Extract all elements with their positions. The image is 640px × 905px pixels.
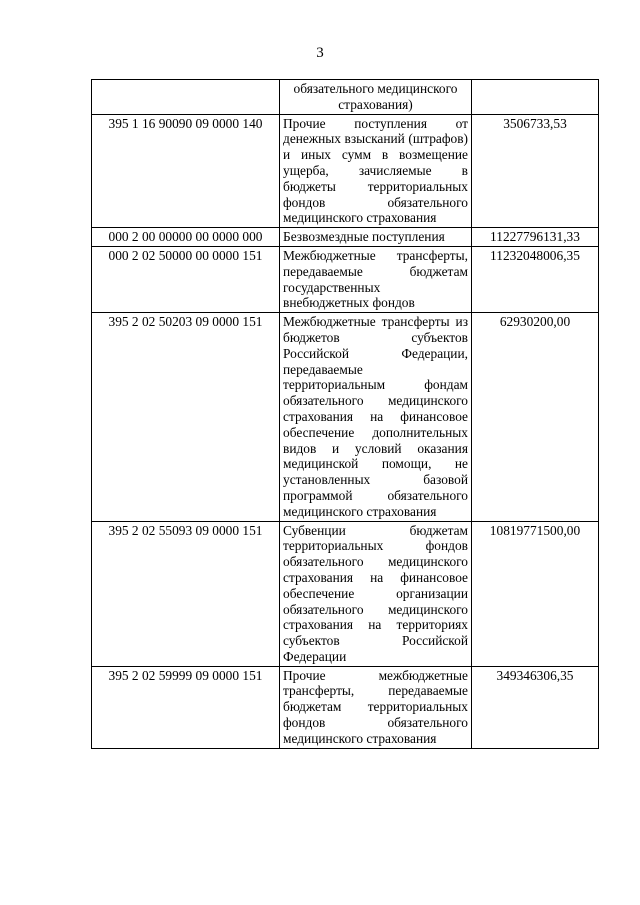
- table-row: [92, 114, 599, 228]
- revenue-name-cell: обязательного медицинского страхования): [280, 80, 472, 115]
- budget-revenue-table: [91, 79, 599, 749]
- amount-cell: 349346306,35: [472, 666, 599, 748]
- revenue-name-cell: Безвозмездные поступления: [280, 228, 472, 247]
- revenue-name-cell: Субвенции бюджетам территориальных фондов обязательного медицинского страхования на финансовое обеспечение организации обязательного медицинского страхования на территориях субъектов Российской Федерации: [280, 521, 472, 666]
- page-number: 3: [316, 45, 324, 61]
- budget-code-cell: 395 2 02 59999 09 0000 151: [92, 666, 280, 748]
- amount-cell: 11227796131,33: [472, 228, 599, 247]
- amount-cell: 3506733,53: [472, 114, 599, 228]
- table-row: [92, 80, 599, 115]
- amount-cell: 11232048006,35: [472, 246, 599, 312]
- budget-code-cell: 000 2 02 50000 00 0000 151: [92, 246, 280, 312]
- revenue-name-cell: Межбюджетные трансферты из бюджетов субъектов Российской Федерации, передаваемые территориальным фондам обязательного медицинского страхования на финансовое обеспечение дополнительных видов и условий оказания медицинской помощи, не установленных базовой программой обязательного медицинского страхования: [280, 313, 472, 521]
- table-row: [92, 246, 599, 312]
- revenue-name-cell: Прочие межбюджетные трансферты, передаваемые бюджетам территориальных фондов обязательного медицинского страхования: [280, 666, 472, 748]
- table-row: [92, 666, 599, 748]
- budget-code-cell: 395 1 16 90090 09 0000 140: [92, 114, 280, 228]
- amount-cell: 10819771500,00: [472, 521, 599, 666]
- revenue-name-cell: Прочие поступления от денежных взысканий (штрафов) и иных сумм в возмещение ущерба, зачисляемые в бюджеты территориальных фондов обязательного медицинского страхования: [280, 114, 472, 228]
- amount-cell: [472, 80, 599, 115]
- budget-code-cell: 395 2 02 55093 09 0000 151: [92, 521, 280, 666]
- table-row: [92, 521, 599, 666]
- budget-code-cell: 000 2 00 00000 00 0000 000: [92, 228, 280, 247]
- table-row: [92, 228, 599, 247]
- revenue-name-cell: Межбюджетные трансферты, передаваемые бюджетам государственных внебюджетных фондов: [280, 246, 472, 312]
- amount-cell: 62930200,00: [472, 313, 599, 521]
- table-row: [92, 313, 599, 521]
- budget-code-cell: 395 2 02 50203 09 0000 151: [92, 313, 280, 521]
- budget-code-cell: [92, 80, 280, 115]
